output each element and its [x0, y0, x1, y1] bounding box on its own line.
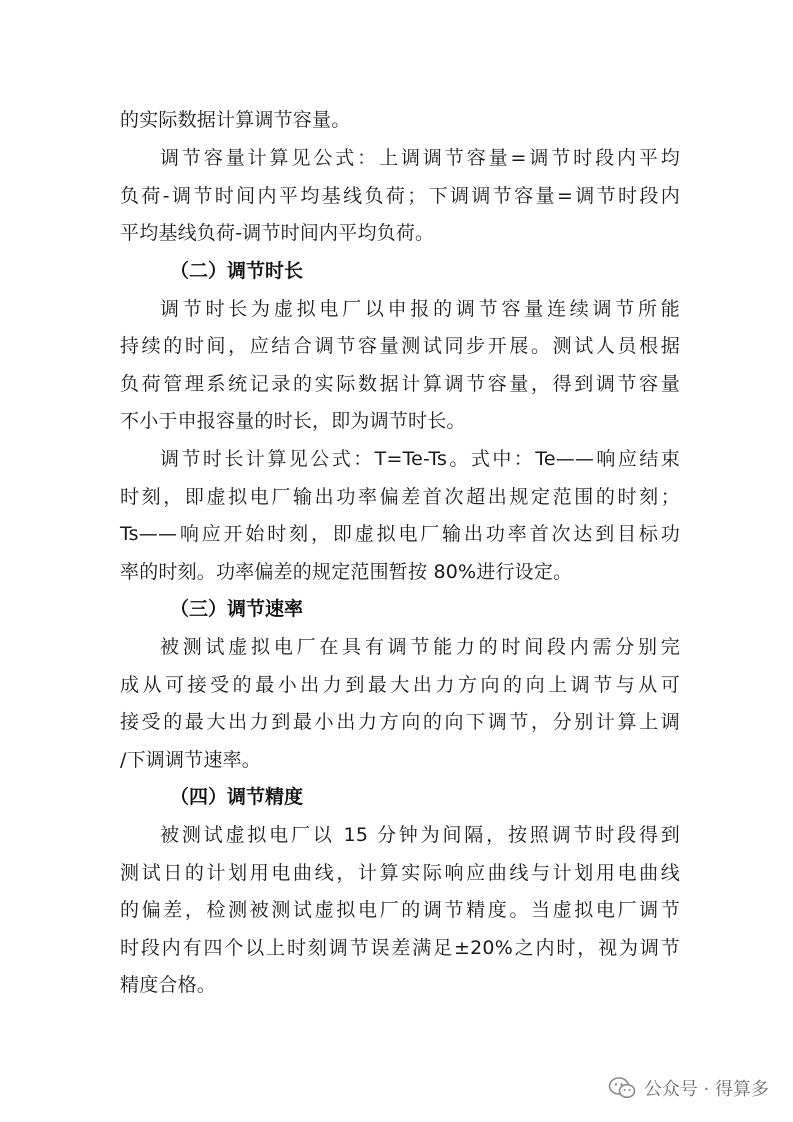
- paragraph-line: 不小于申报容量的时长，即为调节时长。: [120, 410, 466, 432]
- paragraph-line: 调节时长为虚拟电厂以申报的调节容量连续调节所能: [160, 298, 680, 320]
- paragraph-line: 的偏差，检测被测试虚拟电厂的调节精度。当虚拟电厂调节: [120, 899, 680, 921]
- paragraph-line: 精度合格。: [120, 974, 217, 996]
- paragraph-line: 调节容量计算见公式：上调调节容量=调节时段内平均: [160, 147, 680, 169]
- paragraph-line: Ts——响应开始时刻，即虚拟电厂输出功率首次达到目标功: [120, 523, 680, 545]
- paragraph-line: 负荷-调节时间内平均基线负荷；下调调节容量=调节时段内: [120, 185, 680, 207]
- watermark-text: 公众号 · 得算多: [643, 1079, 769, 1100]
- section-heading: （三）调节速率: [170, 598, 304, 620]
- paragraph-line: 测试日的计划用电曲线，计算实际响应曲线与计划用电曲线: [120, 862, 680, 884]
- paragraph-line: 被测试虚拟电厂在具有调节能力的时间段内需分别完: [160, 636, 680, 658]
- paragraph-line: 负荷管理系统记录的实际数据计算调节容量，得到调节容量: [120, 373, 680, 395]
- paragraph-line: 时刻，即虚拟电厂输出功率偏差首次超出规定范围的时刻；: [120, 486, 680, 508]
- paragraph-line: 被测试虚拟电厂以 15 分钟为间隔，按照调节时段得到: [160, 824, 680, 846]
- paragraph-line: 成从可接受的最小出力到最大出力方向的向上调节与从可: [120, 674, 680, 696]
- paragraph-line: 调节时长计算见公式：T=Te-Ts。式中：Te——响应结束: [160, 448, 680, 470]
- paragraph-line: 平均基线负荷-调节时间内平均负荷。: [120, 222, 435, 244]
- paragraph-line: 时段内有四个以上时刻调节误差满足±20%之内时，视为调节: [120, 937, 680, 959]
- watermark: [608, 1074, 769, 1102]
- section-heading: （二）调节时长: [170, 260, 304, 282]
- paragraph-line: 率的时刻。功率偏差的规定范围暂按 80%进行设定。: [120, 561, 573, 583]
- paragraph-line: /下调调节速率。: [120, 749, 262, 771]
- paragraph-line: 持续的时间，应结合调节容量测试同步开展。测试人员根据: [120, 335, 680, 357]
- section-heading: （四）调节精度: [170, 786, 304, 808]
- wechat-official-account-icon: [608, 1076, 636, 1100]
- paragraph-line: 接受的最大出力到最小出力方向的向下调节，分别计算上调: [120, 711, 680, 733]
- paragraph-line: 的实际数据计算调节容量。: [120, 109, 351, 131]
